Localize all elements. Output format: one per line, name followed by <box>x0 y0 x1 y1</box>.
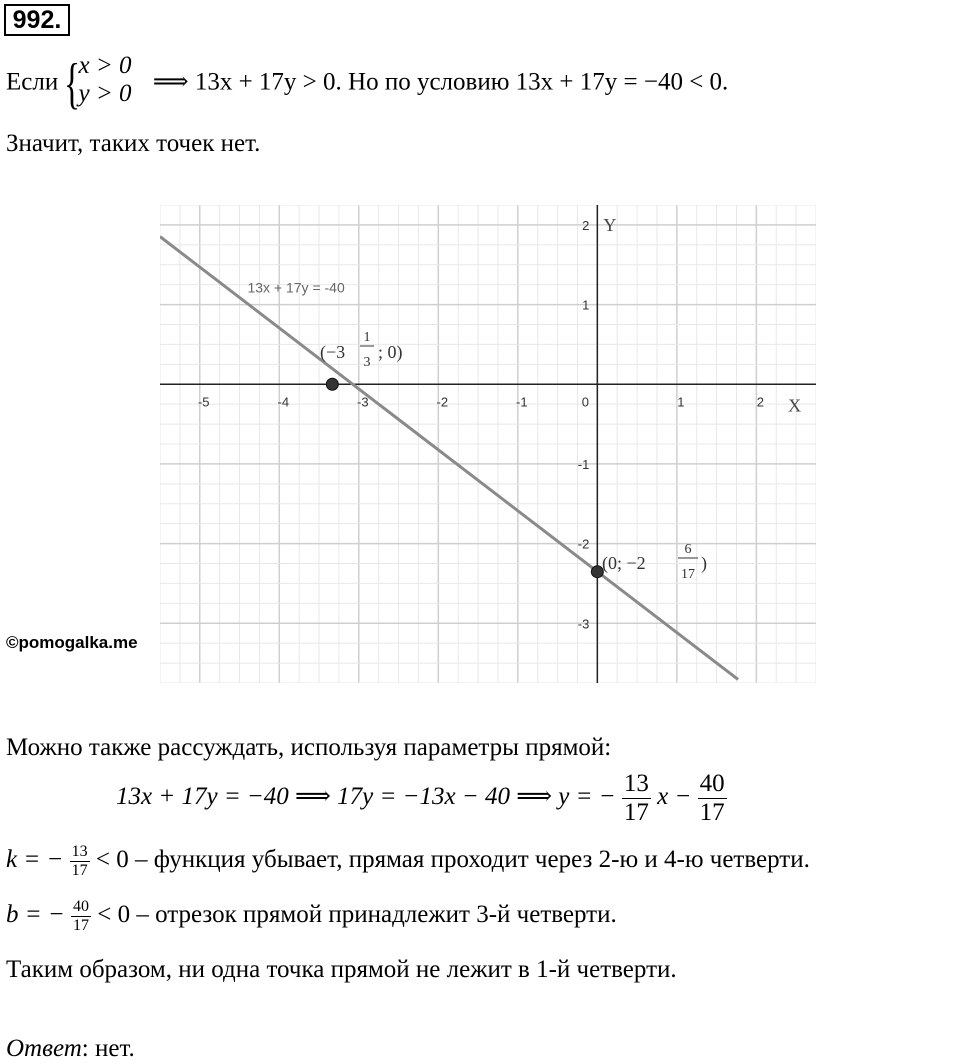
svg-text:17: 17 <box>681 567 695 582</box>
system-line-1: x > 0 <box>78 52 132 79</box>
formula-part-1: 13x + 17y = −40 ⟹ 17y = −13x − 40 ⟹ y = − <box>116 783 616 811</box>
problem-number: 992. <box>4 4 70 36</box>
x-tick-label: 2 <box>756 394 764 410</box>
b-fraction: $\frac{40}{17}$ <box>73 898 89 934</box>
y-axis-label: Y <box>603 214 617 235</box>
answer-label: Ответ <box>6 1035 82 1062</box>
x-tick-label: -1 <box>516 394 528 410</box>
conclusion-2: Таким образом, ни одна точка прямой не лежит в 1-й четверти. <box>6 956 677 983</box>
x-tick-label: -2 <box>436 394 449 410</box>
x-tick-label: 0 <box>581 394 589 410</box>
y-tick-label: -2 <box>577 536 590 552</box>
y-tick-label: 2 <box>582 217 590 233</box>
line-graph <box>160 205 816 683</box>
watermark: ©pomogalka.me <box>6 633 138 652</box>
grid <box>160 205 816 683</box>
y-tick-label: 1 <box>582 297 590 313</box>
answer-line <box>6 1035 135 1063</box>
svg-text:6: 6 <box>684 542 692 557</box>
fraction-40-17: $\frac{40}{17}$ <box>699 770 725 826</box>
formula-part-2: x − <box>657 783 692 811</box>
implication: ⟹ 13x + 17y > 0. <box>152 68 342 96</box>
svg-text:): ) <box>701 553 707 573</box>
svg-text:(0; −2: (0; −2 <box>602 553 646 573</box>
series-line <box>160 237 738 680</box>
point-y-intercept-label <box>602 542 707 582</box>
x-tick-label: -4 <box>277 394 290 410</box>
x-axis-label: X <box>788 395 802 416</box>
y-tick-label: -1 <box>577 456 590 472</box>
formula-line <box>116 770 727 827</box>
x-tick-label: -5 <box>197 394 210 410</box>
answer-text: : нет. <box>81 1035 135 1062</box>
x-tick-label: 1 <box>677 394 685 410</box>
point-x-intercept <box>326 378 338 390</box>
intro-prefix: Если <box>6 68 59 96</box>
svg-text:; 0): ; 0) <box>378 342 403 362</box>
svg-text:1: 1 <box>363 330 371 345</box>
x-tick-label: -3 <box>357 394 369 410</box>
line-equation-label: 13x + 17y = -40 <box>247 279 345 296</box>
b-line: b = − $\frac{40}{17}$ < 0 – отрезок прямой принадлежит 3-й четверти. <box>6 898 617 934</box>
text-parameters: Можно также рассуждать, используя параметры прямой: <box>6 734 612 761</box>
svg-text:3: 3 <box>363 355 371 370</box>
condition: Но по условию 13x + 17y = −40 < 0. <box>348 68 729 96</box>
conclusion-1: Значит, таких точек нет. <box>6 130 261 157</box>
system-line-2: y > 0 <box>78 80 132 107</box>
system-of-inequalities: { x > 0 y > 0 <box>64 52 132 115</box>
y-tick-label: -3 <box>577 616 590 632</box>
svg-text:(−3: (−3 <box>320 342 346 362</box>
fraction-13-17: $\frac{13}{17}$ <box>623 770 649 826</box>
intro-line <box>6 52 729 115</box>
k-line: k = − $\frac{13}{17}$ < 0 – функция убывает, прямая проходит через 2-ю и 4-ю четверти. <box>6 843 810 879</box>
k-fraction: $\frac{13}{17}$ <box>71 843 88 879</box>
